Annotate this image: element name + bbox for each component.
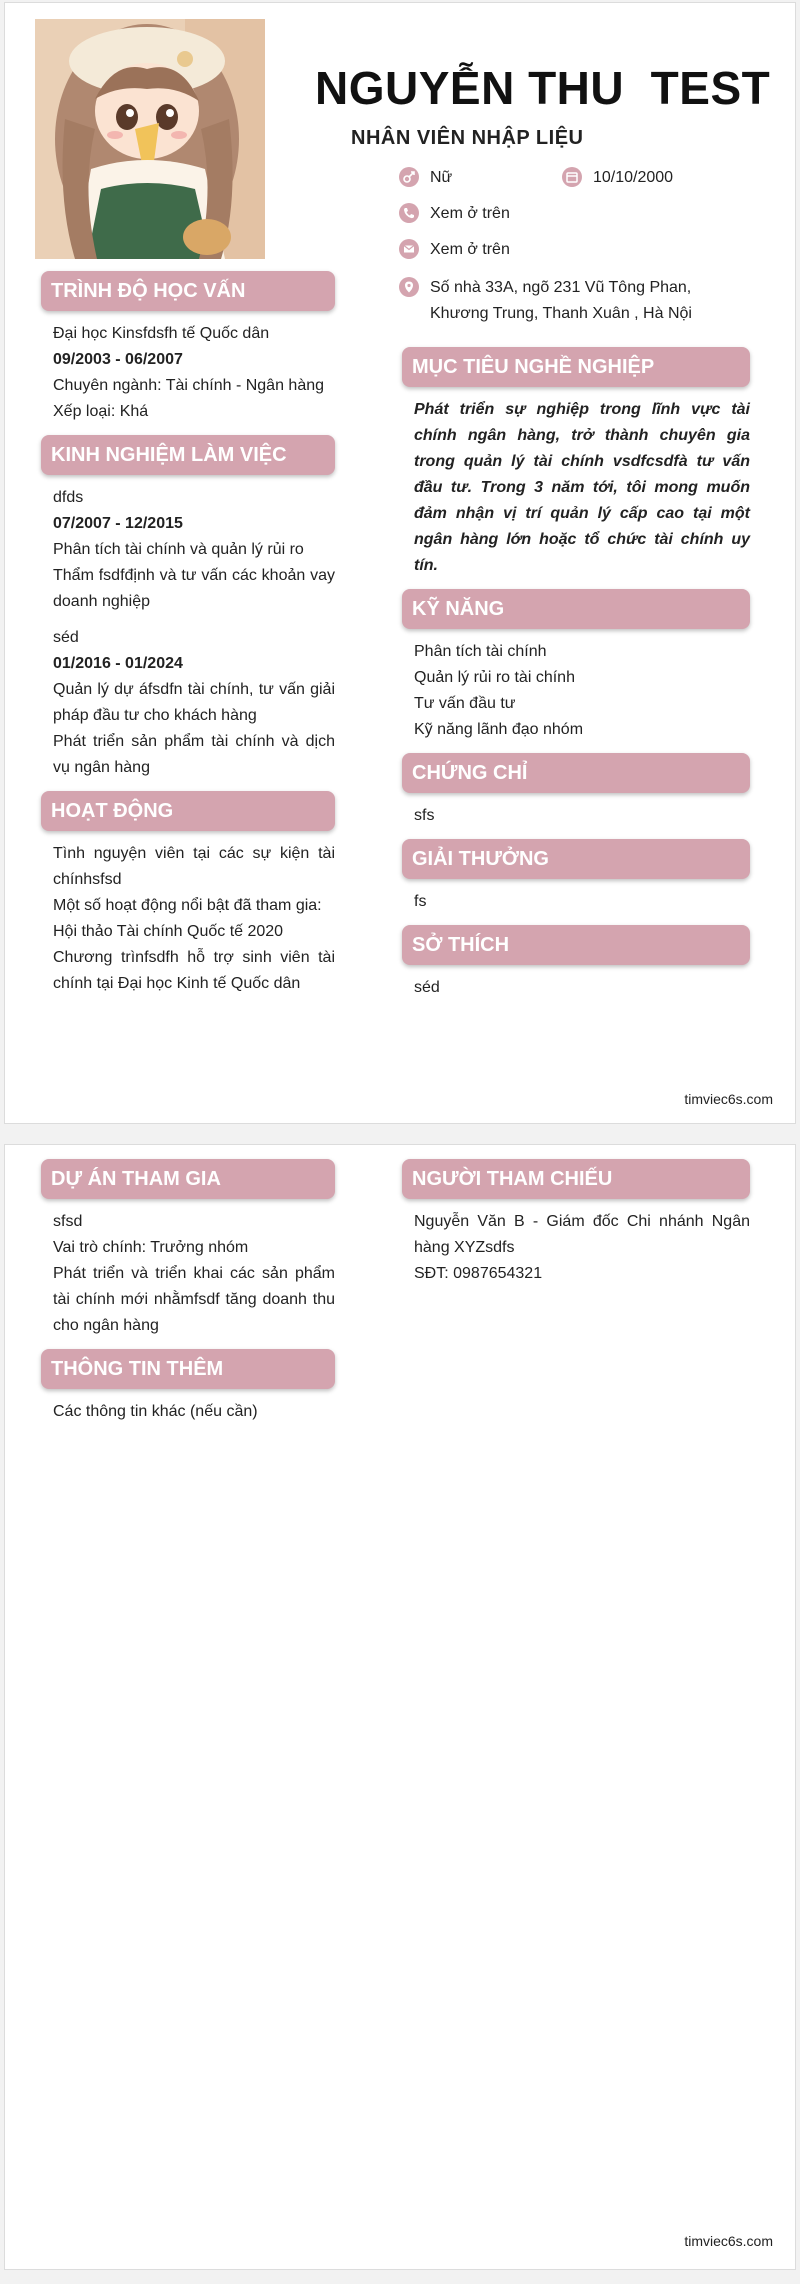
reference-person: Nguyễn Văn B - Giám đốc Chi nhánh Ngân hàng XYZsdfs xyxy=(414,1213,750,1256)
location-pin-icon xyxy=(399,277,419,297)
phone-value: Xem ở trên xyxy=(430,205,510,222)
experience-company: séd xyxy=(53,629,79,646)
left-column-2 xyxy=(41,1159,335,1425)
experience-duty: Phát triển sản phẩm tài chính và dịch vụ ngân hàng xyxy=(53,733,335,776)
experience-company: dfds xyxy=(53,489,84,506)
awards-text: fs xyxy=(414,893,427,910)
birthday-value: 10/10/2000 xyxy=(593,169,674,186)
activity-line: Một số hoạt động nổi bật đã tham gia: xyxy=(53,897,322,914)
email-icon xyxy=(399,239,419,259)
objective-text: Phát triển sự nghiệp trong lĩnh vực tài chính ngân hàng, trở thành chuyên gia trong quản lý tài chính vsdfcsdfà tư vấn đầu tư. Trong 3 năm tới, tôi mong muốn đảm nhận vị trí quản lý cấp cao tại một ngân hàng lớn hoặc tổ chức tài chính uy tín. xyxy=(414,401,750,574)
phone-icon xyxy=(399,203,419,223)
extra-info-header: THÔNG TIN THÊM xyxy=(41,1349,335,1389)
experience-item xyxy=(41,485,335,615)
calendar-icon xyxy=(562,167,582,187)
education-grade: Xếp loại: Khá xyxy=(53,403,149,420)
education-header: TRÌNH ĐỘ HỌC VẤN xyxy=(41,271,335,311)
gender-value: Nữ xyxy=(430,169,453,186)
experience-header: KINH NGHIỆM LÀM VIỆC xyxy=(41,435,335,475)
project-role: Vai trò chính: Trưởng nhóm xyxy=(53,1239,249,1256)
projects-section xyxy=(41,1209,335,1339)
avatar xyxy=(35,19,265,259)
activity-line: Chương trìnfsdfh hỗ trợ sinh viên tài chính tại Đại học Kinh tế Quốc dân xyxy=(53,949,335,992)
certificates-text: sfs xyxy=(414,807,435,824)
education-major: Chuyên ngành: Tài chính - Ngân hàng xyxy=(53,377,325,394)
left-column xyxy=(41,271,335,997)
gender-icon xyxy=(399,167,419,187)
project-name: sfsd xyxy=(53,1213,83,1230)
hobbies-text: séd xyxy=(414,979,440,996)
experience-duty: Thẩm fsdfđịnh và tư vấn các khoản vay doanh nghiệp xyxy=(53,567,335,610)
activity-line: Hội thảo Tài chính Quốc tế 2020 xyxy=(53,923,284,940)
candidate-name: NGUYỄN THU TEST xyxy=(315,62,771,114)
email-value: Xem ở trên xyxy=(430,241,510,258)
certificates-header: CHỨNG CHỈ xyxy=(402,753,750,793)
experience-item xyxy=(41,625,335,781)
skills-header: KỸ NĂNG xyxy=(402,589,750,629)
cv-page-1 xyxy=(4,2,796,1124)
education-school: Đại học Kinsfdsfh tế Quốc dân xyxy=(53,325,270,342)
job-title: NHÂN VIÊN NHẬP LIỆU xyxy=(351,127,584,149)
objective-header: MỤC TIÊU NGHỀ NGHIỆP xyxy=(402,347,750,387)
experience-duty: Quản lý dự áfsdfn tài chính, tư vấn giải pháp đầu tư cho khách hàng xyxy=(53,681,335,724)
skill-item: Tư vấn đầu tư xyxy=(414,695,516,712)
experience-duty: Phân tích tài chính và quản lý rủi ro xyxy=(53,541,304,558)
address-value: Số nhà 33A, ngõ 231 Vũ Tông Phan, Khương Trung, Thanh Xuân , Hà Nội xyxy=(430,279,692,322)
references-header: NGƯỜI THAM CHIẾU xyxy=(402,1159,750,1199)
footer-site: timviec6s.com xyxy=(684,2233,773,2249)
footer-site: timviec6s.com xyxy=(684,1091,773,1107)
activities-section xyxy=(41,841,335,997)
reference-phone: SĐT: 0987654321 xyxy=(414,1265,543,1282)
skills-list xyxy=(402,639,750,743)
experience-period: 07/2007 - 12/2015 xyxy=(53,515,183,532)
education-section xyxy=(41,321,335,425)
experience-period: 01/2016 - 01/2024 xyxy=(53,655,183,672)
right-column-2 xyxy=(402,1159,750,1287)
skill-item: Kỹ năng lãnh đạo nhóm xyxy=(414,721,584,738)
projects-header: DỰ ÁN THAM GIA xyxy=(41,1159,335,1199)
activity-line: Tình nguyện viên tại các sự kiện tài chínhsfsd xyxy=(53,845,335,888)
activities-header: HOẠT ĐỘNG xyxy=(41,791,335,831)
right-column xyxy=(402,347,750,1001)
education-period: 09/2003 - 06/2007 xyxy=(53,351,183,368)
hobbies-header: SỞ THÍCH xyxy=(402,925,750,965)
extra-info-text: Các thông tin khác (nếu cần) xyxy=(53,1403,258,1420)
project-description: Phát triển và triển khai các sản phẩm tài chính mới nhằmfsdf tăng doanh thu cho ngân hàng xyxy=(53,1265,335,1334)
skill-item: Quản lý rủi ro tài chính xyxy=(414,669,575,686)
awards-header: GIẢI THƯỞNG xyxy=(402,839,750,879)
cv-page-2 xyxy=(4,1144,796,2270)
skill-item: Phân tích tài chính xyxy=(414,643,547,660)
